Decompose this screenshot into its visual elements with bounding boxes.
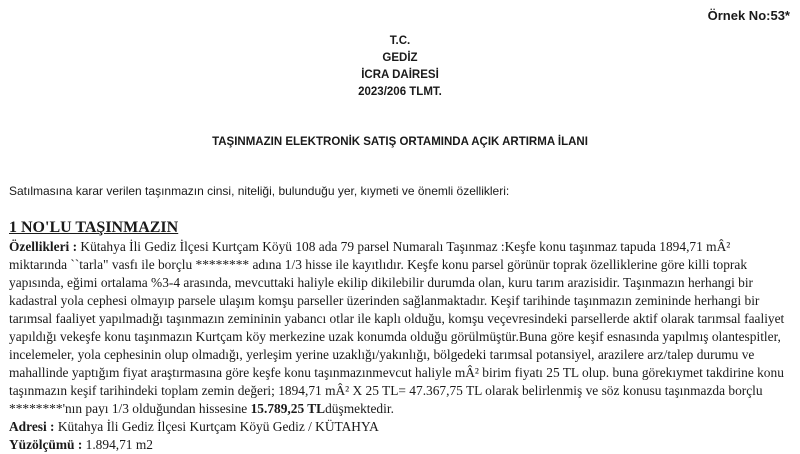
area-label: Yüzölçümü : xyxy=(9,437,83,452)
header-court-location: GEDİZ xyxy=(382,52,418,64)
intro-text: Satılmasına karar verilen taşınmazın cinsi, niteliği, bulunduğu yer, kıymeti ve önemli özellikleri: xyxy=(9,184,510,198)
property-address xyxy=(9,418,791,436)
property-section xyxy=(9,218,791,454)
features-tail: düşmektedir. xyxy=(325,401,394,416)
features-label: Özellikleri : xyxy=(9,239,78,254)
announcement-title: TAŞINMAZIN ELEKTRONİK SATIŞ ORTAMINDA AÇIK ARTIRMA İLANI xyxy=(212,136,588,148)
header-file-number: 2023/206 TLMT. xyxy=(358,86,442,98)
property-features xyxy=(9,238,791,418)
area-value: 1.894,71 m2 xyxy=(82,437,153,452)
property-area xyxy=(9,436,791,454)
address-value: Kütahya İli Gediz İlçesi Kurtçam Köyü Gediz / KÜTAHYA xyxy=(54,419,379,434)
header-office: İCRA DAİRESİ xyxy=(361,69,439,81)
example-number: Örnek No:53* xyxy=(707,8,790,23)
share-amount: 15.789,25 TL xyxy=(250,401,326,416)
address-label: Adresi : xyxy=(9,419,55,434)
features-text: Kütahya İli Gediz İlçesi Kurtçam Köyü 108 ada 79 parsel Numaralı Taşınmaz :Keşfe konu taşınmaz tapuda 1894,71 mÂ² miktarında ``tarla" vasfı ile borçlu ******** adına 1/3 hisse ile kayıtlıdır. Keşfe konu parsel görünür toprak özelliklerine göre killi toprak yapısında, eğimi ortalama %3-4 arasında, mevcuttaki haliyle ekilip dikilebilir durumda olan, kuru tarım arazisidir. Taşınmazın herhangi bir kadastral yola cephesi olmayıp parsele ulaşım komşu parseller üzerinden sağlanmaktadır. Keşif tarihinde taşınmazın zemininde herhangi bir tarımsal faaliyet yapılmadığı taşınmazın zemininin yabancı otlar ile kaplı olduğu, komşu veçevresindeki parsellerde aktif olarak tarımsal faaliyet yapıldığı vekeşfe konu taşınmazın Kurtçam köy merkezine uzak konumda olduğu görülmüştür.Buna göre keşif esnasında yapılmış olantespitler, incelemeler, yola cephesinin olup olmadığı, yerleşim yerine uzaklığı/yakınlığı, bölgedeki tarımsal potansiyel, arazilere arz/talep durumu ve mahallinde yaptığım fiyat araştırmasına göre keşfe konu taşınmazınmevcut haliyle mÂ² birim fiyatı 25 TL olup. buna görekıymet takdirine konu taşınmazın keşif tarihindeki toplam zemin değeri; 1894,71 mÂ² X 25 TL= 47.367,75 TL olarak belirlenmiş ve söz konusu taşınmazda borçlu ********'nın payı 1/3 olduğundan hissesine xyxy=(9,239,785,416)
document-header xyxy=(0,33,800,101)
property-section-title: 1 NO'LU TAŞINMAZIN xyxy=(9,219,179,236)
header-tc: T.C. xyxy=(389,35,411,47)
